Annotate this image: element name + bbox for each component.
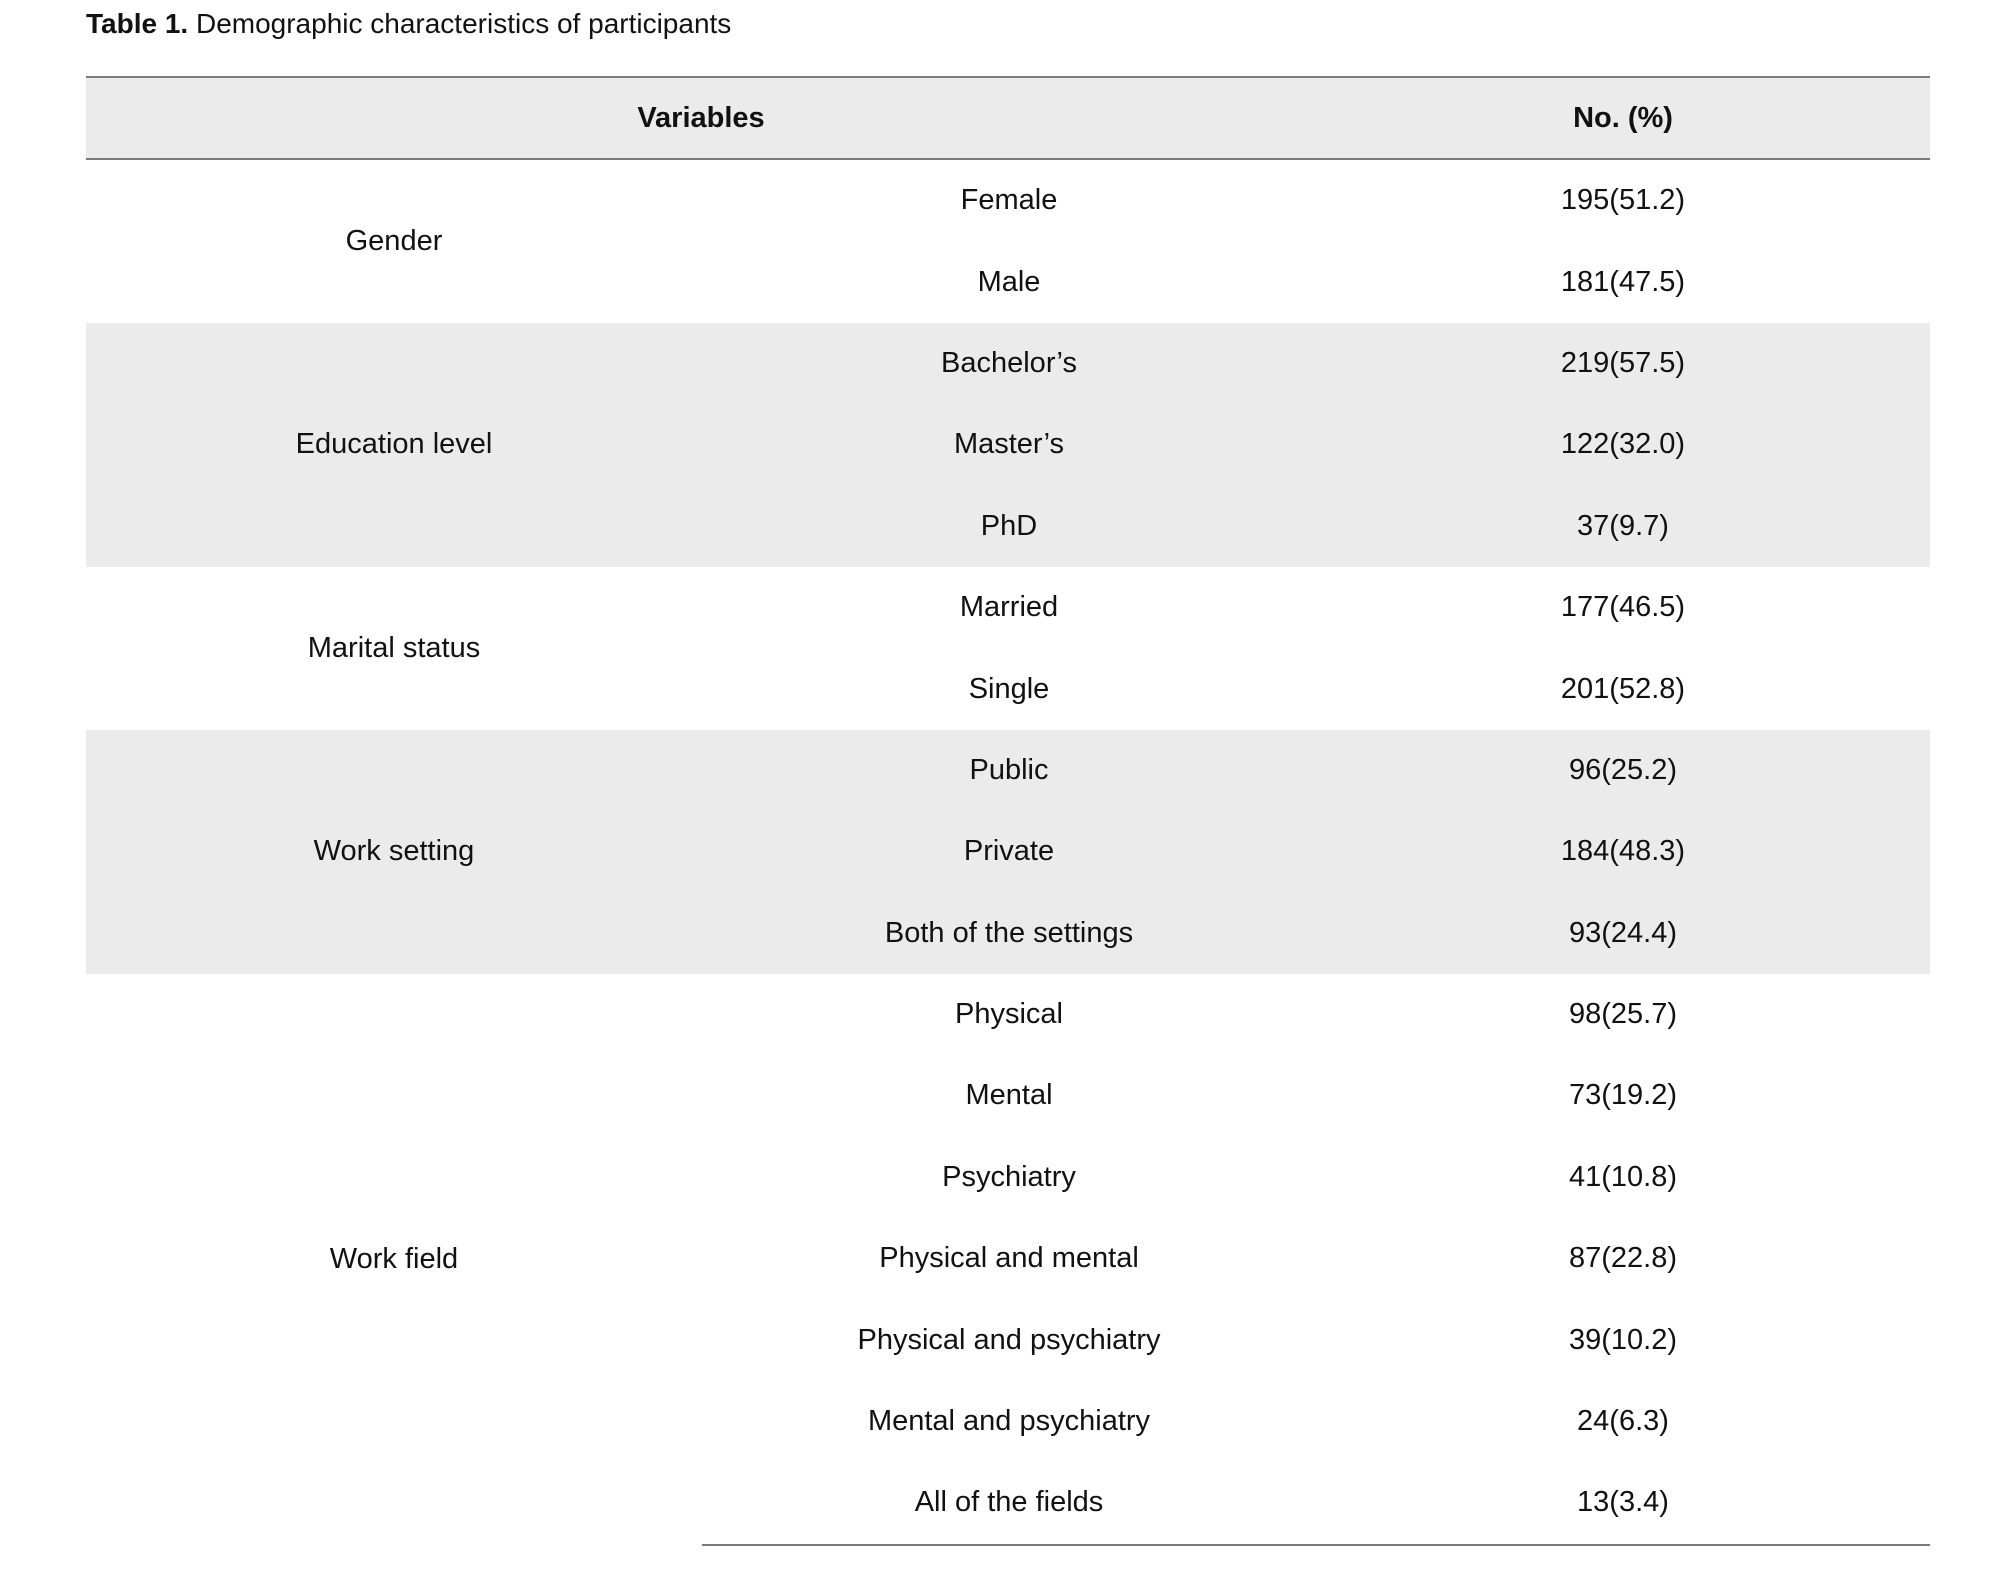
value-cell: 122(32.0) <box>1560 428 1686 461</box>
group-marital-status <box>86 567 1930 730</box>
group-gender <box>86 159 1930 323</box>
table-row <box>86 567 1930 648</box>
category-cell: Psychiatry <box>942 1160 1076 1193</box>
table-row <box>86 323 1930 404</box>
header-variables: Variables <box>86 77 1316 159</box>
header-no-percent: No. (%) <box>1316 77 1930 159</box>
category-cell: Physical and psychiatry <box>857 1323 1161 1356</box>
group-label: Work setting <box>313 835 475 868</box>
value-cell: 201(52.8) <box>1560 672 1686 705</box>
value-cell: 195(51.2) <box>1560 184 1686 217</box>
value-cell: 24(6.3) <box>1577 1405 1669 1438</box>
value-cell: 87(22.8) <box>1568 1242 1677 1275</box>
value-cell: 98(25.7) <box>1568 998 1677 1031</box>
value-cell: 39(10.2) <box>1568 1323 1677 1356</box>
value-cell: 96(25.2) <box>1568 753 1677 786</box>
group-label: Work field <box>329 1242 459 1275</box>
value-cell: 177(46.5) <box>1560 591 1686 624</box>
category-cell: Both of the settings <box>884 916 1134 949</box>
demographics-table <box>86 76 1930 1546</box>
category-cell: Single <box>968 672 1050 705</box>
category-cell: Mental <box>965 1079 1053 1112</box>
table-caption <box>86 4 731 44</box>
group-label: Gender <box>345 224 443 257</box>
caption-text: Demographic characteristics of participants <box>188 8 732 39</box>
group-education-level <box>86 323 1930 567</box>
category-cell: Public <box>969 753 1049 786</box>
table-row <box>86 159 1930 241</box>
category-cell: PhD <box>980 509 1038 542</box>
value-cell: 184(48.3) <box>1560 835 1686 868</box>
category-cell: Female <box>960 184 1058 217</box>
category-cell: Physical <box>955 998 1063 1031</box>
value-cell: 181(47.5) <box>1560 265 1686 298</box>
category-cell: All of the fields <box>702 1462 1316 1544</box>
value-cell: 219(57.5) <box>1560 346 1686 379</box>
value-cell: 37(9.7) <box>1577 509 1669 542</box>
category-cell: Physical and mental <box>879 1242 1139 1275</box>
category-cell: Male <box>977 265 1041 298</box>
category-cell: Mental and psychiatry <box>867 1405 1151 1438</box>
table-row <box>86 974 1930 1055</box>
caption-label: Table 1. <box>86 8 189 39</box>
group-label: Education level <box>295 428 493 461</box>
category-cell: Married <box>959 591 1059 624</box>
category-cell: Master’s <box>953 428 1065 461</box>
value-cell: 13(3.4) <box>1316 1462 1930 1544</box>
group-label: Marital status <box>307 631 481 664</box>
value-cell: 93(24.4) <box>1568 916 1677 949</box>
table-container <box>86 76 1930 1546</box>
category-cell: Bachelor’s <box>941 346 1077 379</box>
header-row <box>86 77 1930 159</box>
category-cell: Private <box>963 835 1055 868</box>
group-work-setting <box>86 730 1930 974</box>
group-work-field <box>86 974 1930 1545</box>
value-cell: 73(19.2) <box>1568 1079 1677 1112</box>
table-row <box>86 730 1930 811</box>
value-cell: 41(10.8) <box>1568 1160 1677 1193</box>
